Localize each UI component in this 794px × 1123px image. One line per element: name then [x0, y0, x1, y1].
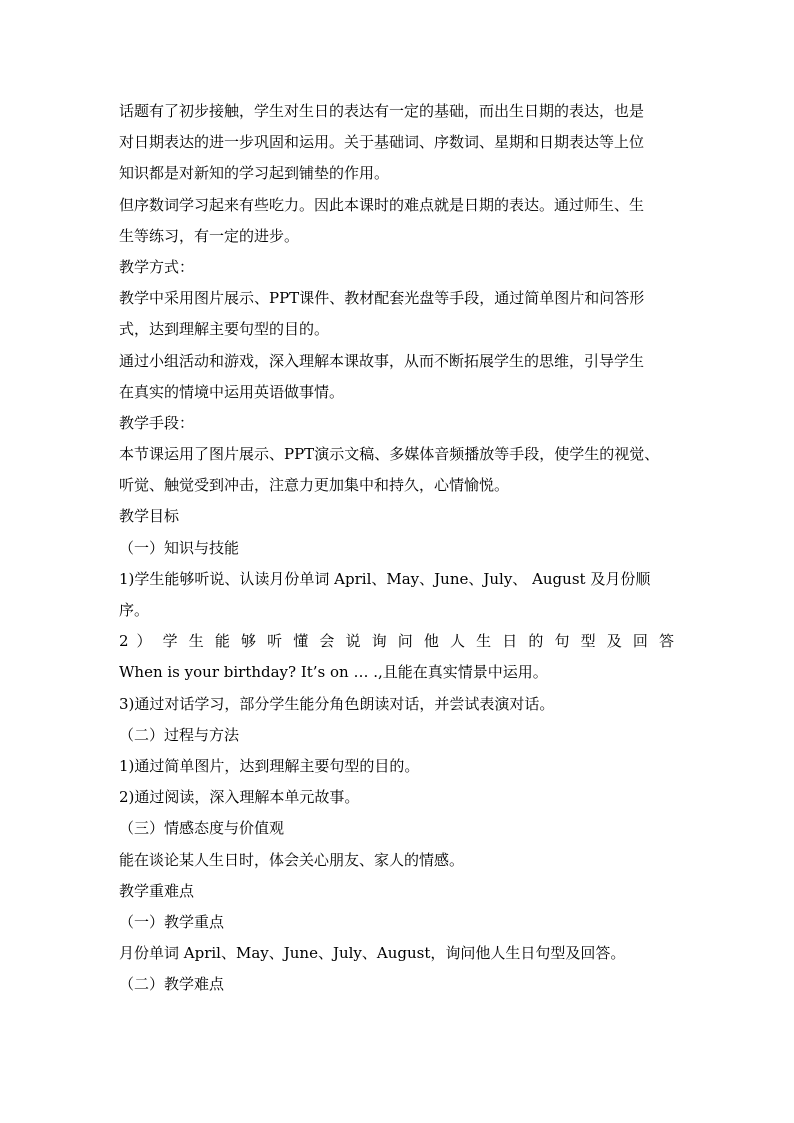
subsection-heading: （二）过程与方法	[119, 725, 240, 744]
paragraph-line: When is your birthday? It’s on … .,且能在真实情景中运用。	[119, 663, 548, 682]
paragraph-line: 2)通过阅读，深入理解本单元故事。	[119, 788, 360, 807]
subsection-heading: （二）教学难点	[119, 975, 225, 994]
subsection-heading: （一）教学重点	[119, 912, 225, 931]
document-body	[119, 96, 674, 1000]
paragraph-line: 1)通过简单图片，达到理解主要句型的目的。	[119, 756, 420, 775]
paragraph-line: 在真实的情境中运用英语做事情。	[119, 382, 345, 401]
paragraph-line: 能在谈论某人生日时，体会关心朋友、家人的情感。	[119, 850, 465, 869]
section-heading: 教学方式：	[119, 257, 195, 276]
paragraph-line: 知识都是对新知的学习起到铺垫的作用。	[119, 164, 390, 183]
paragraph-line: 生等练习，有一定的进步。	[119, 226, 300, 245]
paragraph-line: 3)通过对话学习，部分学生能分角色朗读对话，并尝试表演对话。	[119, 694, 555, 713]
paragraph-line: 但序数词学习起来有些吃力。因此本课时的难点就是日期的表达。通过师生、生	[119, 195, 645, 214]
paragraph-line: 听觉、触觉受到冲击，注意力更加集中和持久，心情愉悦。	[119, 476, 510, 495]
section-heading: 教学手段：	[119, 413, 195, 432]
paragraph-line: 对日期表达的进一步巩固和运用。关于基础词、序数词、星期和日期表达等上位	[119, 133, 645, 152]
section-heading: 教学目标	[119, 507, 180, 526]
paragraph-line: 教学中采用图片展示、PPT课件、教材配套光盘等手段，通过简单图片和问答形	[119, 289, 645, 308]
paragraph-line: 序。	[119, 601, 150, 619]
paragraph-line: 话题有了初步接触，学生对生日的表达有一定的基础，而出生日期的表达，也是	[119, 102, 645, 120]
paragraph-line: 通过小组活动和游戏，深入理解本课故事，从而不断拓展学生的思维，引导学生	[119, 351, 645, 370]
subsection-heading: （三）情感态度与价值观	[119, 819, 285, 838]
paragraph-line: 式，达到理解主要句型的目的。	[119, 320, 330, 339]
paragraph-line: 月份单词 April、May、June、July、August，询问他人生日句型及回答。	[119, 944, 626, 963]
subsection-heading: （一）知识与技能	[119, 538, 240, 557]
paragraph-line: 1)学生能够听说、认读月份单词 April、May、June、July、 August 及月份顺	[119, 569, 651, 588]
paragraph-line: 2 ） 学 生 能 够 听 懂 会 说 询 问 他 人 生 日 的 句 型 及 回 答	[119, 632, 674, 651]
paragraph-line: 本节课运用了图片展示、PPT演示文稿、多媒体音频播放等手段，使学生的视觉、	[119, 445, 660, 464]
section-heading: 教学重难点	[119, 881, 195, 900]
